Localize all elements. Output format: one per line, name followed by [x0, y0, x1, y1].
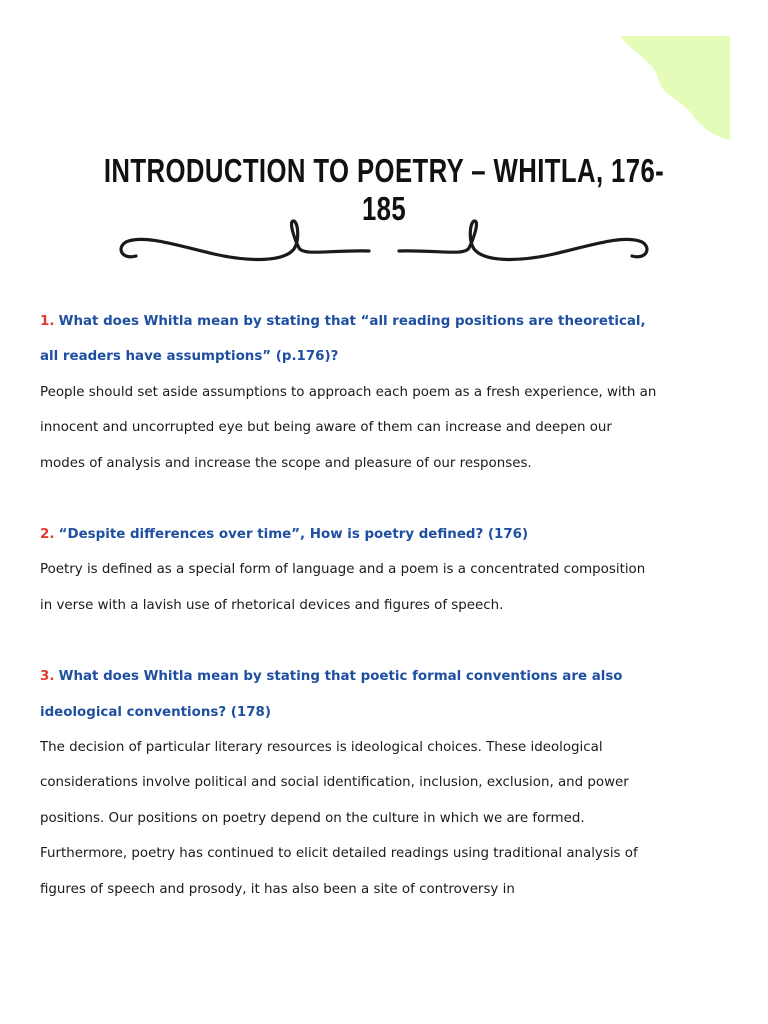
section-spacer — [40, 481, 660, 517]
answer-paragraph: Poetry is defined as a special form of language and a poem is a concentrated composition in verse with a lavish use of rhetorical devices and figures of speech. — [40, 562, 646, 613]
question-1 — [40, 304, 660, 375]
answer-paragraph: Furthermore, poetry has continued to elicit detailed readings using traditional analysis of figures of speech and prosody, it has also been a site of controversy in — [40, 846, 638, 897]
qa-item-3 — [40, 659, 660, 907]
decorative-flourish-divider — [114, 216, 654, 268]
qa-item-2 — [40, 517, 660, 623]
question-text: “Despite differences over time”, How is poetry defined? (176) — [58, 527, 529, 543]
question-number: 3. — [40, 669, 55, 685]
page-title: INTRODUCTION TO POETRY – WHITLA, 176-185 — [103, 152, 665, 227]
qa-content — [40, 304, 660, 907]
question-number: 1. — [40, 314, 55, 329]
answer-paragraph: The decision of particular literary resources is ideological choices. These ideological considerations involve political and social identification, inclusion, exclusion, and power positions. Our positions on poetry depend on the culture in which we are formed. — [40, 740, 629, 826]
question-text: What does Whitla mean by stating that poetic formal conventions are also ideological conventions? (178) — [40, 669, 623, 720]
decorative-corner-shape — [614, 36, 730, 140]
question-number: 2. — [40, 527, 55, 543]
qa-item-1 — [40, 304, 660, 481]
question-2 — [40, 517, 660, 552]
question-3 — [40, 659, 660, 730]
section-spacer — [40, 623, 660, 659]
question-text: What does Whitla mean by stating that “all reading positions are theoretical, all readers have assumptions” (p.176)? — [40, 314, 646, 365]
answer-paragraph: People should set aside assumptions to approach each poem as a fresh experience, with an innocent and uncorrupted eye but being aware of them can increase and deepen our modes of analysis and increase the scope and pleasure of our responses. — [40, 384, 657, 471]
